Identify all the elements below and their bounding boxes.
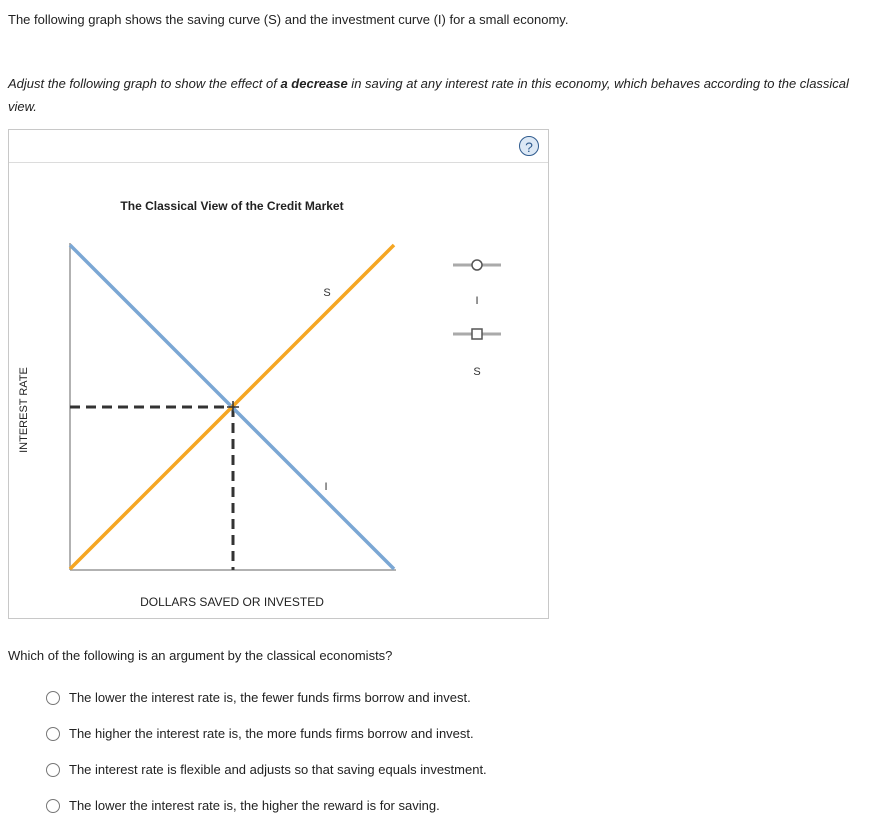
saving-curve-label: S <box>323 287 331 299</box>
option-label: The interest rate is flexible and adjusts so that saving equals investment. <box>69 762 487 777</box>
palette-investment-label: I <box>475 295 479 307</box>
radio-button[interactable] <box>46 727 60 741</box>
circle-marker-icon <box>472 260 482 270</box>
instruction-after: in saving at any interest rate in this economy, which behaves according to the classical view. <box>8 76 849 114</box>
question-text: Which of the following is an argument by the classical economists? <box>8 648 393 663</box>
option-label: The lower the interest rate is, the higher the reward is for saving. <box>69 798 440 813</box>
instruction-before: Adjust the following graph to show the effect of <box>8 76 281 91</box>
option-4[interactable] <box>46 798 440 813</box>
square-marker-icon <box>472 329 482 339</box>
radio-button[interactable] <box>46 763 60 777</box>
instruction-bold: a decrease <box>280 76 348 91</box>
x-axis-label: DOLLARS SAVED OR INVESTED <box>140 595 324 609</box>
help-icon[interactable]: ? <box>519 136 539 156</box>
option-2[interactable] <box>46 726 474 741</box>
credit-market-graph <box>9 130 550 620</box>
radio-button[interactable] <box>46 691 60 705</box>
option-1[interactable] <box>46 690 471 705</box>
instruction-text <box>8 72 866 118</box>
graph-title: The Classical View of the Credit Market <box>120 199 344 213</box>
radio-button[interactable] <box>46 799 60 813</box>
palette-saving-label: S <box>473 366 481 378</box>
intro-text: The following graph shows the saving curve (S) and the investment curve (I) for a small economy. <box>8 12 569 27</box>
investment-curve-label: I <box>324 481 328 493</box>
palette-saving-tool[interactable] <box>453 329 501 378</box>
y-axis-label: INTEREST RATE <box>18 367 30 453</box>
option-label: The higher the interest rate is, the more funds firms borrow and invest. <box>69 726 474 741</box>
option-3[interactable] <box>46 762 487 777</box>
palette-investment-tool[interactable] <box>453 260 501 307</box>
option-label: The lower the interest rate is, the fewer funds firms borrow and invest. <box>69 690 471 705</box>
graph-panel <box>8 129 549 619</box>
